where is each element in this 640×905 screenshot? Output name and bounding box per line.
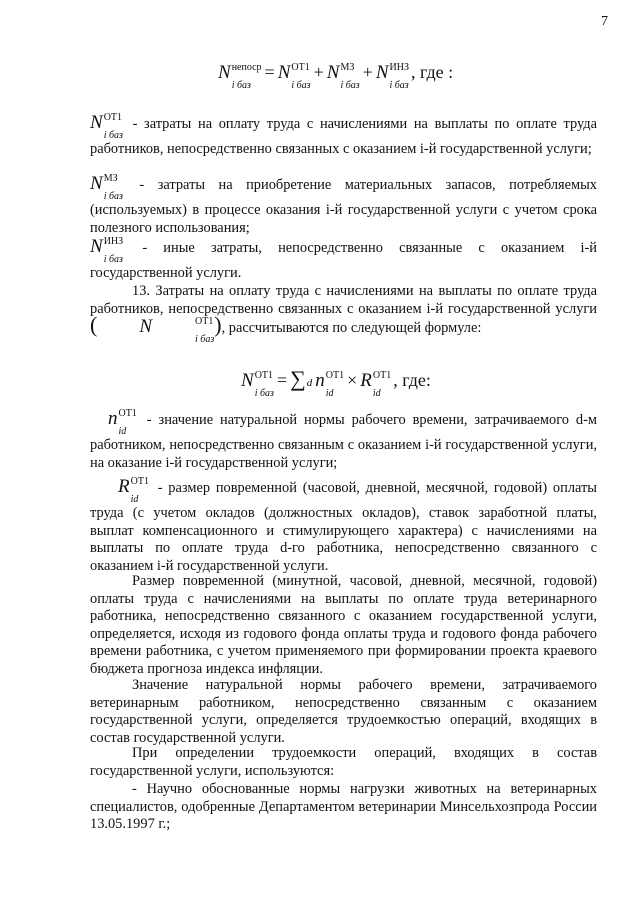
formula1-term-inz: N ИНЗ i баз bbox=[375, 62, 409, 91]
page-number: 7 bbox=[601, 14, 608, 29]
definition-mz bbox=[90, 175, 597, 237]
definition-text: - размер повременной (часовой, дневной, месячной, годовой) оплаты труда (с учетом окладов (должностных окладов), ставок заработной платы, выплат компенсационного и стимулирующего характера) с начислениями на выплаты по оплате труда d-го работника, непосредственно связанного с оказанием i-й государственной услуги. bbox=[90, 480, 597, 574]
definition-text: - иные затраты, непосредственно связанные с оказанием i-й государственной услуги. bbox=[90, 240, 597, 281]
equals-sign: = bbox=[276, 370, 288, 390]
multiply-sign: × bbox=[347, 370, 358, 390]
symbol-n-ot1: N ОТ1 i баз bbox=[139, 316, 215, 346]
formula1-suffix: , где : bbox=[410, 62, 454, 82]
definition-r-id bbox=[90, 478, 597, 575]
formula2-suffix: , где: bbox=[393, 370, 431, 390]
formula2-term-n: n OT1 id bbox=[315, 370, 345, 399]
formula1-lhs: N непоср i баз bbox=[218, 62, 262, 91]
sum-index: d bbox=[306, 377, 313, 389]
plus-sign: + bbox=[313, 62, 324, 82]
definition-text: - затраты на оплату труда с начислениями на выплаты по оплате труда работников, непосредственно связанных с оказанием i-й государственной услуги; bbox=[90, 116, 597, 157]
symbol-n-ot1: N ОТ1 i баз bbox=[90, 112, 123, 141]
definition-text: - значение натуральной нормы рабочего времени, затрачиваемого d-м работником, непосредственно связанным с оказанием i-й государственной услуги, на оказание i-й государственной услуги; bbox=[90, 412, 597, 471]
formula2-lhs: N ОТ1 i баз bbox=[241, 370, 274, 399]
formula2-term-r: R OT1 id bbox=[360, 370, 392, 399]
paragraph-payment-size: Размер повременной (минутной, часовой, дневной, месячной, годовой) оплаты труда с начислениями на выплаты по оплате труда ветеринарного работника, непосредственно связанного с оказанием государственной услуги, определяется, исходя из годового фонда оплаты труда и годового фонда рабочего времени работника, с учетом применяемого при формировании проекта краевого бюджета прогноза индекса инфляции. bbox=[90, 573, 597, 677]
paragraph-natural-norm: Значение натуральной нормы рабочего времени, затрачиваемого ветеринарным работником, непосредственно связанным с оказанием государственной услуги, определяется трудоемкостью операций, входящих в состав государственной услуги. bbox=[90, 677, 597, 746]
definition-text: - затраты на приобретение материальных запасов, потребляемых (используемых) в процессе оказания i-й государственной услуги с учетом срока полезного использования; bbox=[90, 177, 597, 236]
item-13: 13. Затраты на оплату труда с начислениями на выплаты по оплате труда работников, непосредственно связанных с оказанием i-й государственной услуги ( N ОТ1 i баз ), рассчитываются по следующей формуле: bbox=[90, 283, 597, 346]
definition-inz bbox=[90, 238, 597, 283]
paragraph-labor-intensity: При определении трудоемкости операций, входящих в состав государственной услуги, используются: bbox=[90, 745, 597, 779]
equals-sign: = bbox=[264, 62, 275, 82]
symbol-n-inz: N ИНЗ i баз bbox=[90, 236, 124, 265]
formula-labor-costs bbox=[241, 366, 431, 399]
definition-n-id bbox=[90, 410, 597, 472]
symbol-r-id: R OT1 id bbox=[118, 476, 149, 505]
formula1-term-ot1: N ОТ1 i баз bbox=[277, 62, 311, 91]
plus-sign: + bbox=[362, 62, 373, 82]
formula-total-costs bbox=[218, 62, 453, 91]
symbol-n-mz: N МЗ i баз bbox=[90, 173, 123, 202]
sum-sign: ∑ bbox=[290, 366, 306, 391]
list-item-norms: - Научно обоснованные нормы нагрузки животных на ветеринарных специалистов, одобренные Департаментом ветеринарии Минсельхозпрода России 13.05.1997 г.; bbox=[90, 781, 597, 833]
definition-ot1 bbox=[90, 114, 597, 159]
symbol-n-id: n OT1 id bbox=[108, 408, 137, 437]
formula1-term-mz: N МЗ i баз bbox=[326, 62, 360, 91]
